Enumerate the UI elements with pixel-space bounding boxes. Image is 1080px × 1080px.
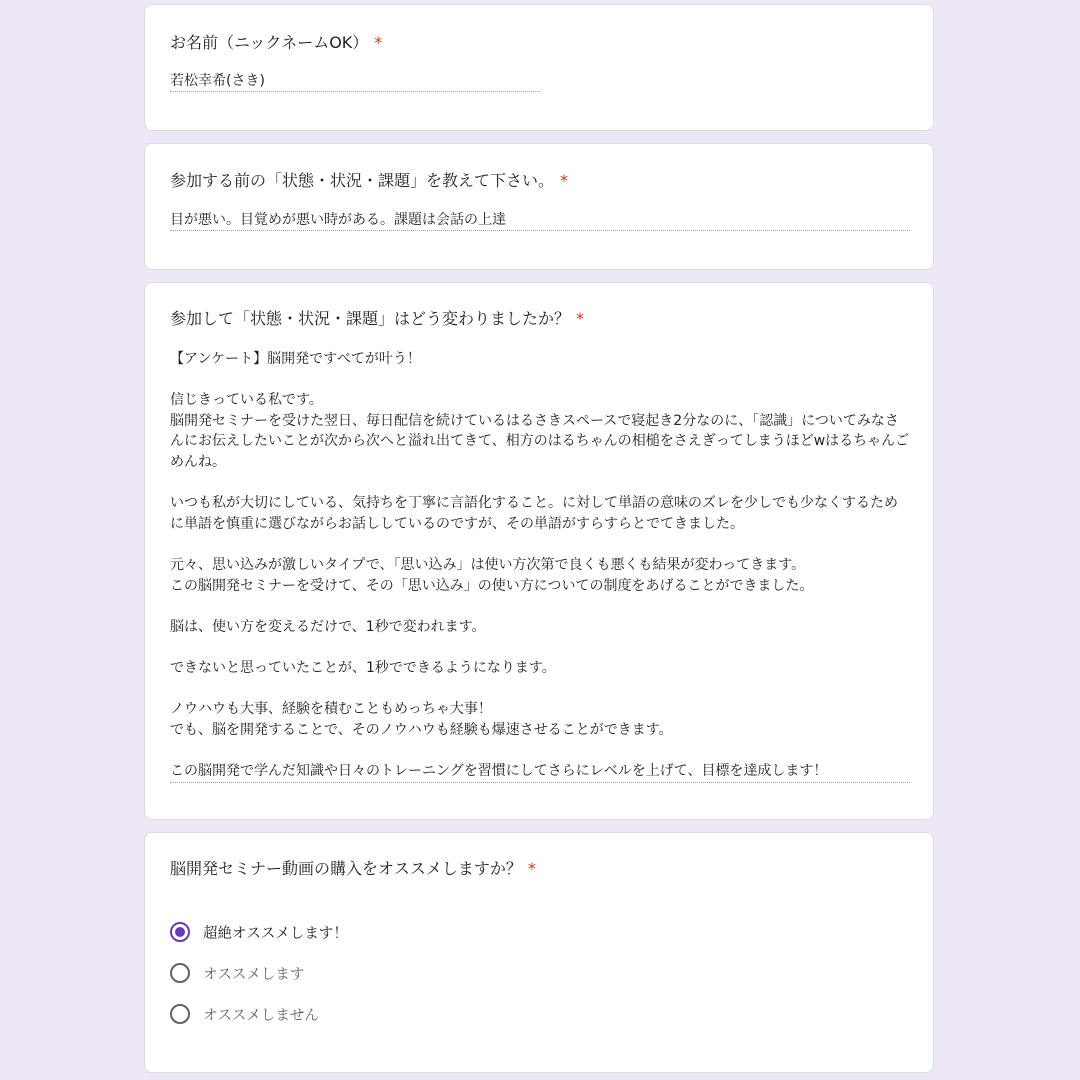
required-asterisk: * [527, 859, 536, 878]
question-title [170, 170, 568, 192]
answer-text-field[interactable]: 若松幸希(さき) [170, 71, 540, 92]
answer-paragraph-field[interactable]: 【アンケート】脳開発ですべてが叶う！ 信じきっている私です。 脳開発セミナーを受けた翌日、毎日配信を続けているはるさきスペースで寝起き2分なのに、「認識」についてみなさんにお伝えしたいことが次から次へと溢れ出てきて、相方のはるちゃんの相槌をさえぎってしまうほどwはるちゃんごめんね。 いつも私が大切にしている、気持ちを丁寧に言語化すること。に対して単語の意味のズレを少しでも少なくするために単語を慎重に選びながらお話ししているのですが、その単語がすらすらとでてきました。 元々、思い込みが激しいタイプで、「思い込み」は使い方次第で良くも悪くも結果が変わってきます。 この脳開発セミナーを受けて、その「思い込み」の使い方についての制度をあげることができました。 脳は、使い方を変えるだけで、1秒で変われます。 できないと思っていたことが、1秒でできるようになります。 ノウハウも大事、経験を積むこともめっちゃ大事！ でも、脳を開発することで、そのノウハウも経験も爆速させることができます。 この脳開発で学んだ知識や日々のトレーニングを習慣にしてさらにレベルを上げて、目標を達成します！ [170, 349, 910, 783]
question-title [170, 32, 382, 54]
required-asterisk: * [374, 33, 383, 52]
answer-text-field[interactable]: 目が悪い。目覚めが悪い時がある。課題は会話の上達 [170, 210, 910, 231]
radio-option-strongly-recommend[interactable] [170, 920, 348, 944]
question-card-before-state [144, 143, 934, 270]
question-title-text: お名前（ニックネームOK） [170, 33, 369, 52]
question-title-text: 参加して「状態・状況・課題」はどう変わりましたか？ [170, 309, 571, 328]
radio-button-selected[interactable] [170, 922, 190, 942]
radio-option-label: オススメします [203, 966, 305, 983]
question-title [170, 858, 536, 880]
question-card-after-state [144, 282, 934, 820]
radio-button[interactable] [170, 963, 190, 983]
radio-option-label: オススメしません [203, 1007, 319, 1024]
radio-option-recommend[interactable] [170, 961, 304, 985]
question-title-text: 参加する前の「状態・状況・課題」を教えて下さい。 [170, 171, 555, 190]
question-card-name [144, 4, 934, 131]
radio-option-label: 超絶オススメします！ [203, 925, 348, 942]
radio-option-not-recommend[interactable] [170, 1002, 319, 1026]
required-asterisk: * [560, 171, 569, 190]
radio-button[interactable] [170, 1004, 190, 1024]
required-asterisk: * [576, 309, 585, 328]
question-title-text: 脳開発セミナー動画の購入をオススメしますか？ [170, 859, 522, 878]
question-title [170, 308, 584, 330]
question-card-recommend [144, 832, 934, 1073]
